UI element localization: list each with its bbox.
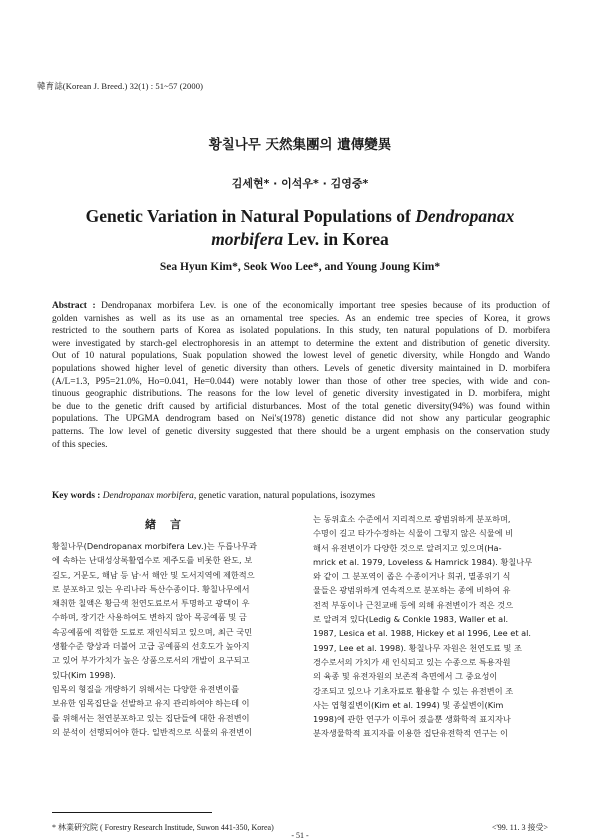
keywords-text: , genetic varation, natural populations, isozymes [193, 491, 376, 501]
keywords-label: Key words : [52, 491, 101, 501]
abstract-line: populations showed higher level of genetic diversity than others. Levels of genetic diversity maintained in D. morbifera [52, 363, 550, 374]
body-line: 전적 부동이나 근친교배 등에 의해 유전변이가 적은 것으 [313, 599, 514, 610]
body-line: 1997, Lee et al. 1998). 황칠나무 자원은 천연도료 및 조 [313, 642, 522, 653]
abstract-line: were investigated by starch-gel electrophoresis in an attempt to determine the extent and distribution of genetic diversity. [52, 338, 550, 349]
abstract-line: Out of 10 natural populations, Suak population showed the lowest level of genetic diversity, while Hongdo and Wando [52, 351, 550, 362]
abstract-line: be due to the genetic drift caused by artificial disturbances. Most of the total genetic diversity(94%) was found within [52, 401, 550, 412]
body-line: 채취한 칠액은 황금색 천연도료로서 투명하고 광택이 우 [52, 598, 250, 609]
right-column [313, 512, 549, 741]
keywords [52, 491, 550, 501]
body-line: 는 동위효소 수준에서 지리적으로 광범위하게 분포하며, [313, 514, 511, 524]
body-line: 로 알려져 있다(Ledig & Conkle 1983, Waller et al. [313, 614, 509, 625]
body-line: 물들은 광범위하게 연속적으로 분포하는 종에 비하여 유 [313, 585, 511, 596]
english-title [0, 205, 600, 251]
body-line: 1998)에 관한 연구가 이루어 졌을뿐 생화학적 표지자나 [313, 714, 511, 725]
english-title-species: morbifera [211, 229, 284, 249]
abstract-line: restricted to the southern parts of Korea as isolated populations. In this study, ten natural populations of D. morbifera [52, 326, 550, 337]
body-line: 에 속하는 난대성상록활엽수로 제주도를 비롯한 완도, 보 [52, 555, 253, 566]
abstract-line: tinuous geographic distributions. The reasons for the low level of genetic diversity investigated in D. morbifera, might [52, 389, 550, 400]
page-number: - 51 - [291, 831, 309, 840]
body-line: 고 있어 부가가치가 높은 상품으로서의 개발이 요구되고 [52, 655, 250, 666]
abstract-line: golden varnishes as well as its use as an ornamental tree species. As an endemic tree species of Korea, it grows [52, 313, 550, 324]
footnote: * 林業硏究院 ( Forestry Research Institude, Suwon 441-350, Korea) [52, 823, 274, 832]
left-column [52, 539, 288, 739]
body-line: 의 분석이 선행되어야 한다. 일반적으로 식물의 유전변이 [52, 726, 253, 737]
body-line: 분자생물학적 표지자를 이용한 집단유전학적 연구는 이 [313, 728, 508, 739]
abstract-line: patterns. The low level of genetic diversity suggested that there should be a urgent emphasis on the conservation study [52, 426, 550, 437]
body-line: 임목의 형질을 개량하기 위해서는 다양한 유전변이를 [52, 683, 240, 694]
body-line: 의 육종 및 유전자원의 보존적 측면에서 그 중요성이 [313, 671, 498, 682]
english-title-genus: Dendropanax [415, 206, 515, 226]
body-line: 강조되고 있으나 기초자료로 활용할 수 있는 유전변이 조 [313, 685, 514, 696]
footnote-divider [52, 812, 212, 813]
received-date: <'99. 11. 3 接受> [491, 823, 548, 832]
english-title-line-1 [0, 205, 600, 228]
english-title-line-2 [0, 228, 600, 251]
body-line: 속공예품에 적합한 도료로 재인식되고 있으며, 최근 국민 [52, 626, 253, 637]
journal-header: 韓育誌(Korean J. Breed.) 32(1) : 51~57 (2000) [37, 81, 204, 91]
abstract-line [52, 300, 550, 313]
body-line: 황칠나무(Dendropanax morbifera Lev.)는 두릅나무과 [52, 541, 257, 551]
korean-authors: 김세현* · 이석우* · 김영중* [231, 177, 369, 190]
body-line: 와 같이 그 분포역이 좁은 수종이거나 희귀, 멸종위기 식 [313, 571, 511, 582]
abstract-line: (A/L=1.3, P95=21.0%, Ho=0.041, He=0.044) were notably lower than those of other tree species, with wide and con- [52, 376, 550, 387]
body-line: mrick et al. 1979, Loveless & Hamrick 1984). 황칠나무 [313, 556, 533, 567]
body-line: 해서 유전변이가 다양한 것으로 알려지고 있으며(Ha- [313, 542, 502, 553]
korean-title: 황칠나무 天然集團의 遺傳變異 [208, 137, 392, 153]
abstract-label: Abstract : [52, 301, 96, 311]
body-line: 1987, Lesica et al. 1988, Hickey et al 1996, Lee et al. [313, 628, 532, 639]
abstract-line: of this species. [52, 439, 108, 450]
abstract-line: populations. The UPGMA dendrogram based on Nei's(1978) genetic distance did not show any particular geographic [52, 414, 550, 425]
body-line: 사는 엽형질변이(Kim et al. 1994) 및 종실변이(Kim [313, 699, 504, 710]
abstract-text: Dendropanax morbifera Lev. is one of the economically important tree spesies because of its production of [101, 301, 550, 311]
body-line: 경수로서의 가치가 새 인식되고 있는 수종으로 특용자원 [313, 656, 511, 667]
body-line: 를 위해서는 천연분포하고 있는 집단들에 대한 유전변이 [52, 712, 250, 723]
body-line: 생활수준 향상과 더불어 고급 공예품의 선호도가 높아지 [52, 641, 250, 652]
english-authors: Sea Hyun Kim*, Seok Woo Lee*, and Young Joung Kim* [159, 261, 441, 273]
keywords-italic: Dendropanax morbifera [102, 491, 194, 501]
abstract [52, 300, 550, 451]
body-line: 수명이 길고 타가수정하는 식물이 그렇지 않은 식물에 비 [313, 528, 514, 539]
english-title-suffix: Lev. in Korea [283, 229, 389, 249]
body-line: 수하며, 장기간 사용하여도 변하지 않아 목공예품 및 금 [52, 612, 247, 623]
body-line: 로 분포하고 있는 우리나라 특산수종이다. 황칠나무에서 [52, 583, 250, 594]
section-title-introduction: 緖言 [145, 518, 195, 531]
body-line: 있다(Kim 1998). [52, 669, 116, 680]
english-title-prefix: Genetic Variation in Natural Populations of [85, 206, 416, 226]
body-line: 보유한 임목집단을 선발하고 유지 관리하여야 하는데 이 [52, 698, 250, 709]
body-line: 길도, 거문도, 해남 등 남·서 해안 및 도서지역에 제한적으 [52, 569, 255, 580]
